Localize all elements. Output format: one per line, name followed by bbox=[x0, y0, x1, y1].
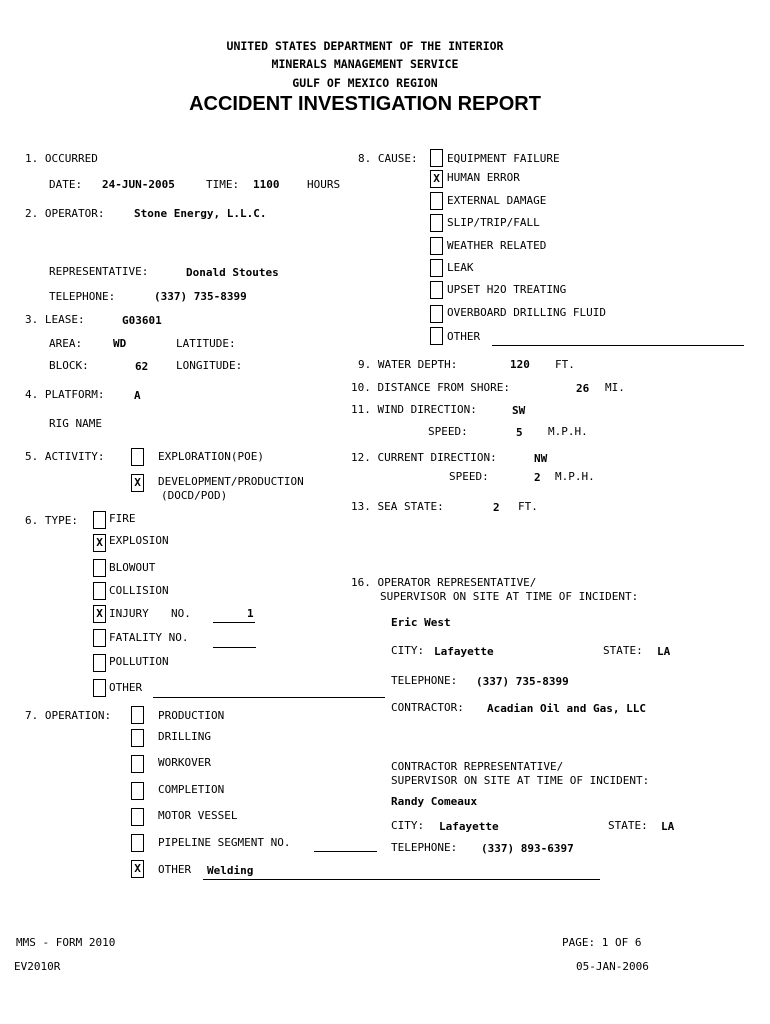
contractor-value: Acadian Oil and Gas, LLC bbox=[487, 702, 646, 715]
sea-state-value: 2 bbox=[493, 501, 500, 514]
operation-production-label: PRODUCTION bbox=[158, 709, 225, 722]
operation-pipeline-checkbox[interactable] bbox=[131, 834, 144, 852]
agency-line-1: UNITED STATES DEPARTMENT OF THE INTERIOR bbox=[226, 39, 504, 53]
operator-telephone-label: TELEPHONE: bbox=[49, 290, 116, 303]
type-fatality-label: FATALITY NO. bbox=[109, 631, 189, 644]
cause-upset-h2o-label: UPSET H2O TREATING bbox=[447, 283, 567, 296]
type-injury-checkbox[interactable]: X bbox=[93, 605, 106, 623]
footer-date: 05-JAN-2006 bbox=[576, 960, 649, 973]
operation-production-checkbox[interactable] bbox=[131, 706, 144, 724]
agency-line-3: GULF OF MEXICO REGION bbox=[292, 76, 438, 90]
water-depth-unit: FT. bbox=[555, 358, 575, 371]
operation-workover-label: WORKOVER bbox=[158, 756, 211, 769]
cause-other-underline bbox=[492, 345, 744, 346]
wind-speed-unit: M.P.H. bbox=[548, 425, 588, 438]
operation-other-underline bbox=[203, 879, 600, 880]
representative-label: REPRESENTATIVE: bbox=[49, 265, 149, 278]
wind-speed-label: SPEED: bbox=[428, 425, 468, 438]
current-direction-value: NW bbox=[534, 452, 548, 465]
hours-label: HOURS bbox=[307, 178, 341, 191]
contractor-label: CONTRACTOR: bbox=[391, 701, 464, 714]
type-other-label: OTHER bbox=[109, 681, 143, 694]
type-pollution-label: POLLUTION bbox=[109, 655, 169, 668]
cause-human-error-checkbox[interactable]: X bbox=[430, 170, 443, 188]
supervisor-city-label: CITY: bbox=[391, 644, 425, 657]
operation-drilling-label: DRILLING bbox=[158, 730, 211, 743]
contractor-rep-state-value: LA bbox=[661, 820, 675, 833]
latitude-label: LATITUDE: bbox=[176, 337, 236, 350]
operation-completion-checkbox[interactable] bbox=[131, 782, 144, 800]
supervisor-label-2: SUPERVISOR ON SITE AT TIME OF INCIDENT: bbox=[380, 590, 639, 603]
type-blowout-checkbox[interactable] bbox=[93, 559, 106, 577]
longitude-label: LONGITUDE: bbox=[176, 359, 243, 372]
contractor-rep-label-2: SUPERVISOR ON SITE AT TIME OF INCIDENT: bbox=[391, 774, 650, 787]
cause-human-error-label: HUMAN ERROR bbox=[447, 171, 520, 184]
type-other-underline bbox=[153, 697, 385, 698]
injury-no-label: NO. bbox=[171, 607, 191, 620]
distance-unit: MI. bbox=[605, 381, 625, 394]
cause-overboard-checkbox[interactable] bbox=[430, 305, 443, 323]
supervisor-city-value: Lafayette bbox=[434, 645, 494, 658]
activity-exploration-label: EXPLORATION(POE) bbox=[158, 450, 264, 463]
supervisor-telephone-value: (337) 735-8399 bbox=[476, 675, 569, 688]
cause-leak-label: LEAK bbox=[447, 261, 474, 274]
date-label: DATE: bbox=[49, 178, 83, 191]
contractor-rep-city-value: Lafayette bbox=[439, 820, 499, 833]
area-label: AREA: bbox=[49, 337, 83, 350]
contractor-rep-telephone-label: TELEPHONE: bbox=[391, 841, 458, 854]
operation-label: 7. OPERATION: bbox=[25, 709, 112, 722]
distance-value: 26 bbox=[576, 382, 590, 395]
supervisor-label-1: 16. OPERATOR REPRESENTATIVE/ bbox=[351, 576, 537, 589]
cause-overboard-label: OVERBOARD DRILLING FLUID bbox=[447, 306, 606, 319]
cause-equipment-failure-label: EQUIPMENT FAILURE bbox=[447, 152, 560, 165]
cause-label: 8. CAUSE: bbox=[358, 152, 418, 165]
type-collision-label: COLLISION bbox=[109, 584, 169, 597]
activity-development-checkbox[interactable]: X bbox=[131, 474, 144, 492]
current-speed-unit: M.P.H. bbox=[555, 470, 595, 483]
agency-line-2: MINERALS MANAGEMENT SERVICE bbox=[271, 57, 459, 71]
operation-other-label: OTHER bbox=[158, 863, 192, 876]
operation-motor-vessel-label: MOTOR VESSEL bbox=[158, 809, 238, 822]
injury-no-underline bbox=[213, 622, 255, 623]
type-fire-checkbox[interactable] bbox=[93, 511, 106, 529]
sea-state-unit: FT. bbox=[518, 500, 538, 513]
lease-label: 3. LEASE: bbox=[25, 313, 85, 326]
type-injury-label: INJURY bbox=[109, 607, 149, 620]
cause-slip-trip-fall-checkbox[interactable] bbox=[430, 214, 443, 232]
cause-other-checkbox[interactable] bbox=[430, 327, 443, 345]
contractor-rep-label-1: CONTRACTOR REPRESENTATIVE/ bbox=[391, 760, 564, 773]
cause-slip-trip-fall-label: SLIP/TRIP/FALL bbox=[447, 216, 540, 229]
lease-value: G03601 bbox=[122, 314, 162, 327]
injury-no-value: 1 bbox=[247, 607, 254, 620]
operation-completion-label: COMPLETION bbox=[158, 783, 225, 796]
supervisor-name: Eric West bbox=[391, 616, 451, 629]
cause-equipment-failure-checkbox[interactable] bbox=[430, 149, 443, 167]
current-speed-label: SPEED: bbox=[449, 470, 489, 483]
pipeline-segment-underline bbox=[314, 851, 377, 852]
type-explosion-label: EXPLOSION bbox=[109, 534, 169, 547]
cause-other-label: OTHER bbox=[447, 330, 481, 343]
cause-leak-checkbox[interactable] bbox=[430, 259, 443, 277]
representative-value: Donald Stoutes bbox=[186, 266, 279, 279]
cause-weather-related-label: WEATHER RELATED bbox=[447, 239, 547, 252]
type-explosion-checkbox[interactable]: X bbox=[93, 534, 106, 552]
current-speed-value: 2 bbox=[534, 471, 541, 484]
operation-workover-checkbox[interactable] bbox=[131, 755, 144, 773]
operation-pipeline-label: PIPELINE SEGMENT NO. bbox=[158, 836, 291, 849]
platform-label: 4. PLATFORM: bbox=[25, 388, 105, 401]
type-collision-checkbox[interactable] bbox=[93, 582, 106, 600]
operator-label: 2. OPERATOR: bbox=[25, 207, 105, 220]
occurred-label: 1. OCCURRED bbox=[25, 152, 98, 165]
current-direction-label: 12. CURRENT DIRECTION: bbox=[351, 451, 497, 464]
operator-value: Stone Energy, L.L.C. bbox=[134, 207, 267, 220]
wind-speed-value: 5 bbox=[516, 426, 523, 439]
cause-external-damage-label: EXTERNAL DAMAGE bbox=[447, 194, 547, 207]
contractor-rep-telephone-value: (337) 893-6397 bbox=[481, 842, 574, 855]
contractor-rep-state-label: STATE: bbox=[608, 819, 648, 832]
operator-telephone-value: (337) 735-8399 bbox=[154, 290, 247, 303]
type-pollution-checkbox[interactable] bbox=[93, 654, 106, 672]
activity-label: 5. ACTIVITY: bbox=[25, 450, 105, 463]
cause-upset-h2o-checkbox[interactable] bbox=[430, 281, 443, 299]
operation-other-checkbox[interactable]: X bbox=[131, 860, 144, 878]
operation-other-value: Welding bbox=[207, 864, 254, 877]
activity-development-label: DEVELOPMENT/PRODUCTION bbox=[158, 475, 304, 488]
water-depth-label: 9. WATER DEPTH: bbox=[358, 358, 458, 371]
wind-direction-value: SW bbox=[512, 404, 526, 417]
cause-external-damage-checkbox[interactable] bbox=[430, 192, 443, 210]
water-depth-value: 120 bbox=[510, 358, 530, 371]
type-fire-label: FIRE bbox=[109, 512, 136, 525]
block-value: 62 bbox=[135, 360, 149, 373]
sea-state-label: 13. SEA STATE: bbox=[351, 500, 444, 513]
activity-exploration-checkbox[interactable] bbox=[131, 448, 144, 466]
operation-motor-vessel-checkbox[interactable] bbox=[131, 808, 144, 826]
rig-name-label: RIG NAME bbox=[49, 417, 102, 430]
area-value: WD bbox=[113, 337, 127, 350]
supervisor-telephone-label: TELEPHONE: bbox=[391, 674, 458, 687]
contractor-rep-name: Randy Comeaux bbox=[391, 795, 478, 808]
activity-development-sublabel: (DOCD/POD) bbox=[161, 489, 228, 502]
operation-drilling-checkbox[interactable] bbox=[131, 729, 144, 747]
platform-value: A bbox=[134, 389, 141, 402]
type-fatality-checkbox[interactable] bbox=[93, 629, 106, 647]
contractor-rep-city-label: CITY: bbox=[391, 819, 425, 832]
type-other-checkbox[interactable] bbox=[93, 679, 106, 697]
type-label: 6. TYPE: bbox=[25, 514, 78, 527]
footer-page-number: PAGE: 1 OF 6 bbox=[562, 936, 642, 949]
distance-label: 10. DISTANCE FROM SHORE: bbox=[351, 381, 510, 394]
time-label: TIME: bbox=[206, 178, 240, 191]
wind-direction-label: 11. WIND DIRECTION: bbox=[351, 403, 477, 416]
block-label: BLOCK: bbox=[49, 359, 89, 372]
date-value: 24-JUN-2005 bbox=[102, 178, 175, 191]
footer-form-id: MMS - FORM 2010 bbox=[16, 936, 116, 949]
supervisor-state-value: LA bbox=[657, 645, 671, 658]
time-value: 1100 bbox=[253, 178, 280, 191]
supervisor-state-label: STATE: bbox=[603, 644, 643, 657]
type-blowout-label: BLOWOUT bbox=[109, 561, 156, 574]
fatality-no-underline bbox=[213, 647, 256, 648]
report-title: ACCIDENT INVESTIGATION REPORT bbox=[189, 93, 541, 115]
cause-weather-related-checkbox[interactable] bbox=[430, 237, 443, 255]
footer-report-code: EV2010R bbox=[14, 960, 61, 973]
